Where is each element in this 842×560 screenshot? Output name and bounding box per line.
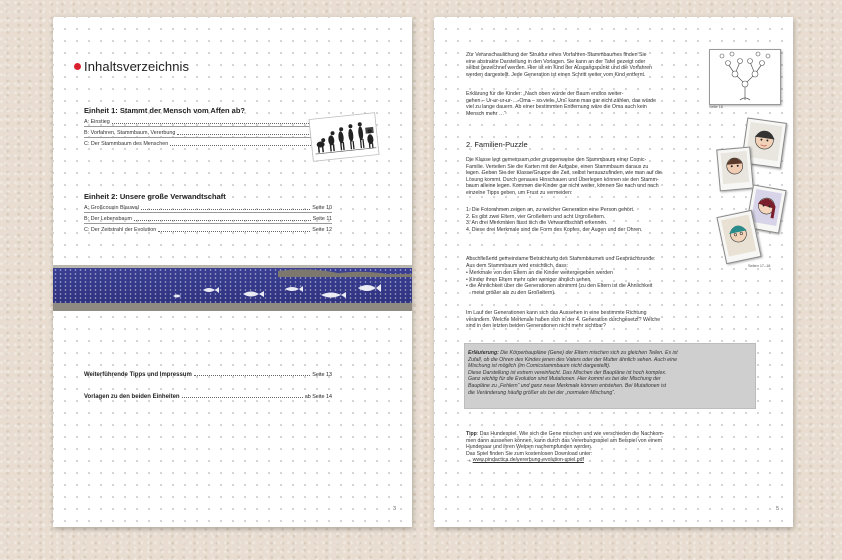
toc-entry-label: A: Großcousin Blauwal <box>84 205 139 211</box>
text-line: die Veränderung häufig größer als bei der „normalen Mischung“. <box>468 389 616 396</box>
list-item: 4. Diese drei Merkmale sind die Form des Kopfes, der Augen und der Ohren. <box>466 226 643 233</box>
text-line: Familie. Verteilen Sie die Karten mit der Aufgabe, einen Stammbaum daraus zu <box>466 163 649 170</box>
text-line: Tipp: Das Hundespiel. Wie sich die Gene mischen und wie verschieden die Nachkom- <box>466 431 665 437</box>
toc-entry-label: A: Einstieg <box>84 119 110 125</box>
tip-paragraph <box>466 431 756 464</box>
list-item: 1. Die Fotorahmen zeigen an, zu welcher Generation eine Person gehört. <box>466 207 635 213</box>
toc-entry-label: Vorlagen zu den beiden Einheiten <box>84 394 180 400</box>
toc-entry[interactable] <box>84 227 332 234</box>
conclusion-paragraph <box>466 256 726 269</box>
divider <box>84 212 332 213</box>
fish-silhouettes-icon <box>53 268 412 304</box>
text-line: Das Spiel finden Sie zum kostenlosen Download unter: <box>466 450 593 457</box>
text-line: Zur Veranschaulichung der Struktur eines Vorfahren-Stammbaumes finden Sie <box>466 52 647 58</box>
divider <box>84 223 332 224</box>
text-line: einzelne Tipps geben, um Frust zu vermeiden: <box>466 189 573 196</box>
conclusion-bullets <box>466 270 652 296</box>
bullet-dot <box>74 63 81 70</box>
toc-entry-tips[interactable] <box>84 372 332 378</box>
toc-entry[interactable] <box>84 216 332 223</box>
tree-icon <box>710 50 780 104</box>
text-line: Diese Darstellung ist extrem vereinfacht. Das Mischen der Baupläne ist hoch komplex. <box>468 369 667 376</box>
explanation-paragraph <box>466 91 716 117</box>
intro-paragraph <box>466 52 716 78</box>
text-line: viel zu lange dauern. Ab einer bestimmten Entfernung wäre die Oma auch kein <box>466 104 647 111</box>
comic-portrait-photo <box>716 147 754 192</box>
text-line: Die Klasse legt gemeinsam oder gruppenweise den Stammbaum einer Comic- <box>466 157 647 163</box>
photos-caption: Seiten 17–18 <box>748 264 771 268</box>
toc-entry[interactable] <box>84 205 332 212</box>
toc-entry-page: Seite 13 <box>312 372 332 378</box>
toc-entry-label: Weiterführende Tipps und Impressum <box>84 372 192 378</box>
text-line: Mensch mehr …“ <box>466 110 506 117</box>
tips-list <box>466 207 642 233</box>
toc-entry[interactable] <box>84 141 332 148</box>
list-item: • Kinder ihren Eltern mehr oder weniger ähnlich sehen <box>466 276 591 283</box>
toc-entry-label: C: Der Stammbaum des Menschen <box>84 141 169 147</box>
text-line: Erklärung für die Kinder: „Nach oben würde der Baum endlos weiter- <box>466 91 624 97</box>
list-item: meist größer als zu den Großeltern). <box>472 289 556 296</box>
section-title: 2. Familien-Puzzle <box>466 140 528 149</box>
text-line: Hundepaar und ihren Welpen nachempfunden werden. <box>466 444 593 451</box>
text-line: baum alleine legen. Kommen die Kinder gar nicht weiter, können Sie nach und nach <box>466 183 659 190</box>
text-line: Baupläne zu „Fehlern“ und ganz neue Merkmale können entstehen. Bei Mutationen ist <box>468 382 667 389</box>
text-line: Aus dem Stammbaum wird ersichtlich, dass: <box>466 262 569 269</box>
list-item: 3. An drei Merkmalen lässt sich die Verwandtschaft erkennen. <box>466 220 608 227</box>
page-number: 3 <box>393 506 397 512</box>
text-line: Lösung kommt. Durch genaues Hinschauen und Überlegen können sie den Stamm- <box>466 176 659 183</box>
toc-entry-label: B: Vorfahren, Stammbaum, Vererbung <box>84 130 176 136</box>
list-item: • Merkmale von den Eltern an die Kinder weitergegeben werden <box>466 270 613 276</box>
question-paragraph <box>466 310 746 330</box>
evolution-sticker-illustration <box>308 112 380 162</box>
download-link[interactable]: www.pindactica.de/vererbung-evolution-spiel.pdf <box>472 457 584 464</box>
download-link-line <box>466 457 756 464</box>
puzzle-paragraph <box>466 157 716 197</box>
text-line: gehen – Ur-ur-ur-ur-…-Oma – so viele „Urs“ kann man gar nicht zählen, das würde <box>466 97 656 104</box>
text-line: Im Lauf der Generationen kann sich das Aussehen in eine bestimmte Richtung <box>466 310 647 316</box>
unit1-title: Einheit 1: Stammt der Mensch vom Affen ab? <box>84 106 245 115</box>
toc-entry-templates[interactable] <box>84 394 332 400</box>
toc-entry-page: Seite 12 <box>312 227 332 233</box>
toc-entry[interactable] <box>84 130 332 137</box>
explanation-box-text <box>468 350 752 396</box>
toc-entry-label: B: Der Lebensbaum <box>84 216 132 222</box>
text-line: selbst gezeichnet werden. Hier ist ein Kind der Ausgangspunkt und die Vorfahren <box>466 65 653 72</box>
text-line: Abschließend gemeinsame Betrachtung des Stammbaumes und Gesprächsrunde: <box>466 256 656 262</box>
text-line: verändern. Welche Merkmale haben sich in der 4. Generation durchgesetzt? Welche <box>466 316 661 323</box>
toc-entry-page: Seite 11 <box>312 216 332 222</box>
toc-entry-label: C: Der Zeitstrahl der Evolution <box>84 227 157 233</box>
divider <box>84 126 332 127</box>
text-line: eine abstrakte Darstellung in den Vorlagen. Sie kann an der Tafel gezeigt oder <box>466 58 646 65</box>
text-line: Ganz wichtig für die Evolution sind Mutationen. Hier kommt es bei der Mischung der <box>468 376 661 383</box>
text-line: legen. Geben Sie der Klasse/Gruppe die Zeit, selbst herauszufinden, wie man auf die <box>466 170 662 177</box>
divider <box>84 137 332 138</box>
text-line: Mischung ist möglich (im Comicstammbaum nicht dargestellt). <box>468 363 611 370</box>
text-line: Zufall, ob die Ohren des Kindes jenen des Vaters oder der Mutter ähnlich sehen. Auch eine <box>468 356 677 363</box>
text-line: Erläuterung: Die Körperbaupläne (Gene) der Eltern mischen sich zu gleichen Teilen. Es ist <box>468 350 678 356</box>
tree-caption: Seite 16 <box>709 105 723 109</box>
toc-entry[interactable] <box>84 119 332 126</box>
toc-entry-page: Seite 10 <box>312 205 332 211</box>
unit2-title: Einheit 2: Unsere große Verwandtschaft <box>84 192 226 201</box>
page-number: 5 <box>776 506 780 512</box>
left-page <box>53 17 412 527</box>
right-page <box>434 17 793 527</box>
timeline-band-bottom <box>53 303 412 311</box>
list-item: • die Ähnlichkeit über die Generationen abnimmt (zu den Eltern ist die Ähnlichkeit <box>466 283 653 290</box>
arrow-right-icon: → <box>466 457 472 464</box>
page-title: Inhaltsverzeichnis <box>84 59 190 74</box>
text-line: sind in den letzten beiden Generationen nicht mehr sichtbar? <box>466 323 606 330</box>
text-line: werden dargestellt. Jede Generation ist einen Schritt weiter vom Kind entfernt. <box>466 71 646 78</box>
list-item: 2. Es gibt zwei Eltern, vier Großeltern und acht Urgroßeltern. <box>466 213 606 220</box>
text-line: men dann aussehen können, kann durch das Vererbungsspiel am Beispiel von einem <box>466 437 663 444</box>
toc-entry-page: ab Seite 14 <box>304 394 332 400</box>
family-tree-thumbnail <box>709 49 781 105</box>
